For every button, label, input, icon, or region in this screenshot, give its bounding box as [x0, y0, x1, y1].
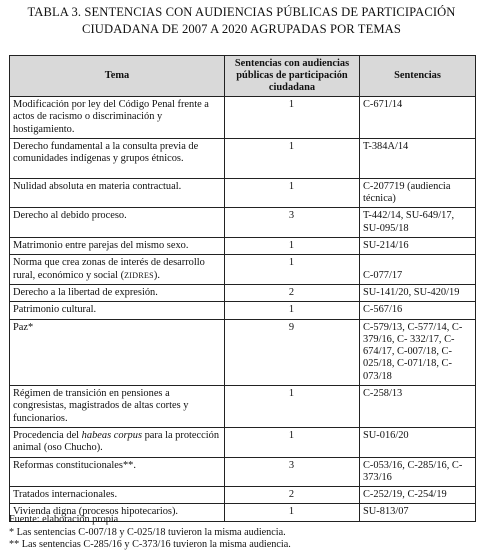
cell-sentencias: T-442/14, SU-649/17, SU-095/18 — [360, 208, 476, 238]
cell-tema: Reformas constitucionales**. — [10, 457, 225, 487]
table-row — [10, 319, 476, 385]
table-row — [10, 386, 476, 428]
table-row — [10, 178, 476, 208]
cell-tema — [10, 255, 225, 285]
table-row — [10, 208, 476, 238]
cell-count: 1 — [225, 97, 360, 139]
cell-tema — [10, 427, 225, 457]
table-row — [10, 255, 476, 285]
cell-sentencias: C-567/16 — [360, 302, 476, 319]
cell-sentencias: C-258/13 — [360, 386, 476, 428]
cell-count: 1 — [225, 238, 360, 255]
cell-sentencias: SU-214/16 — [360, 238, 476, 255]
cell-sentencias: SU-016/20 — [360, 427, 476, 457]
cell-sentencias: C-579/13, C-577/14, C-379/16, C- 332/17, C-674/17, C-007/18, C-025/18, C-071/18, C-073/18 — [360, 319, 476, 385]
cell-sentencias: C-053/16, C-285/16, C-373/16 — [360, 457, 476, 487]
table-notes — [9, 514, 479, 552]
table-row — [10, 487, 476, 504]
cell-tema: Vivienda digna (procesos hipotecarios). — [10, 504, 225, 521]
cell-count: 9 — [225, 319, 360, 385]
sentencias-table — [9, 55, 476, 522]
cell-tema: Derecho al debido proceso. — [10, 208, 225, 238]
header-sentencias-con-audiencias: Sentencias con audiencias públicas de participación ciudadana — [225, 56, 360, 97]
table-row — [10, 457, 476, 487]
cell-sentencias: C-252/19, C-254/19 — [360, 487, 476, 504]
cell-sentencias: C-207719 (audiencia técnica) — [360, 178, 476, 208]
cell-sentencias: SU-813/07 — [360, 504, 476, 521]
table-title — [0, 4, 483, 38]
cell-tema: Paz* — [10, 319, 225, 385]
cell-tema: Régimen de transición en pensiones a congresistas, magistrados de altas cortes y funcionarios. — [10, 386, 225, 428]
tema-text-end: ). — [153, 269, 160, 281]
cell-count: 1 — [225, 178, 360, 208]
table-row — [10, 238, 476, 255]
table-row — [10, 138, 476, 178]
header-sentencias: Sentencias — [360, 56, 476, 97]
cell-sentencias: SU-141/20, SU-420/19 — [360, 284, 476, 301]
cell-count: 2 — [225, 284, 360, 301]
cell-count: 3 — [225, 457, 360, 487]
cell-tema: Nulidad absoluta en materia contractual. — [10, 178, 225, 208]
header-tema: Tema — [10, 56, 225, 97]
cell-sentencias: C-077/17 — [360, 255, 476, 285]
cell-count: 1 — [225, 255, 360, 285]
cell-tema: Derecho fundamental a la consulta previa de comunidades indígenas y grupos étnicos. — [10, 138, 225, 178]
cell-count: 1 — [225, 302, 360, 319]
cell-tema: Modificación por ley del Código Penal frente a actos de racismo o discriminación y hostigamiento. — [10, 97, 225, 139]
cell-tema: Patrimonio cultural. — [10, 302, 225, 319]
cell-count: 1 — [225, 504, 360, 521]
table-header-row — [10, 56, 476, 97]
cell-sentencias: C-671/14 — [360, 97, 476, 139]
cell-count: 1 — [225, 427, 360, 457]
table-row — [10, 427, 476, 457]
footnote-1: * Las sentencias C-007/18 y C-025/18 tuvieron la misma audiencia. — [9, 526, 286, 538]
tema-abbreviation: ZIDRES — [124, 270, 154, 280]
table-title-line-2: CIUDADANA DE 2007 A 2020 AGRUPADAS POR TEMAS — [82, 22, 401, 36]
table-row — [10, 97, 476, 139]
cell-sentencias: T-384A/14 — [360, 138, 476, 178]
cell-count: 1 — [225, 386, 360, 428]
source-note: Fuente: elaboración propia — [9, 514, 119, 525]
table-title-line-1: TABLA 3. SENTENCIAS CON AUDIENCIAS PÚBLICAS DE PARTICIPACIÓN — [27, 5, 456, 19]
tema-text-end: para la protección animal (oso Chucho). — [13, 429, 220, 454]
tema-italic: habeas corpus — [81, 429, 142, 441]
cell-tema: Matrimonio entre parejas del mismo sexo. — [10, 238, 225, 255]
tema-text: Procedencia del — [13, 429, 82, 441]
footnote-2: ** Las sentencias C-285/16 y C-373/16 tuvieron la misma audiencia. — [9, 539, 291, 551]
cell-tema: Derecho a la libertad de expresión. — [10, 284, 225, 301]
tema-text: Norma que crea zonas de interés de desarrollo rural, económico y social ( — [13, 257, 205, 281]
cell-count: 2 — [225, 487, 360, 504]
table-row — [10, 284, 476, 301]
cell-count: 3 — [225, 208, 360, 238]
table-row — [10, 302, 476, 319]
cell-count: 1 — [225, 138, 360, 178]
cell-tema: Tratados internacionales. — [10, 487, 225, 504]
